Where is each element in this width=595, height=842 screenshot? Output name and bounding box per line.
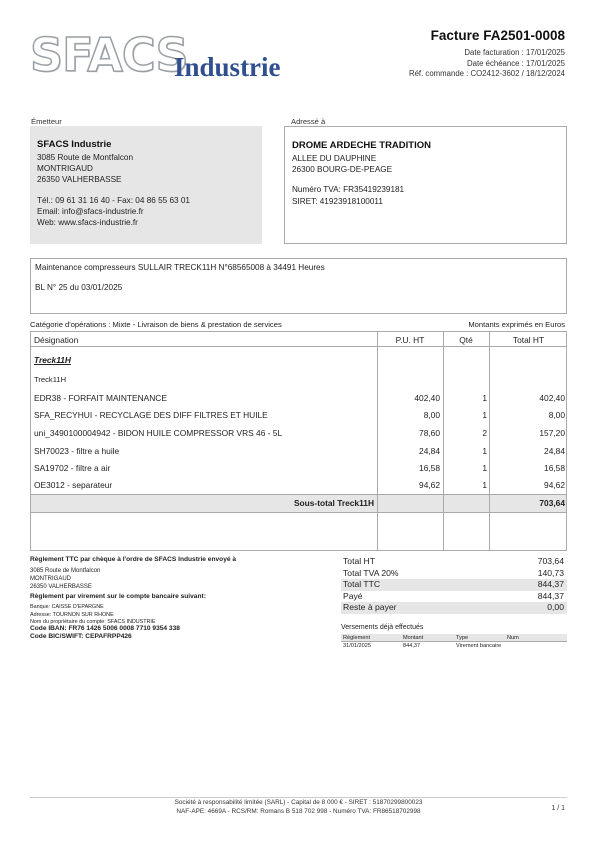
- row-designation: SH70023 - filtre a huile: [34, 446, 120, 456]
- operation-category: Catégorie d'opérations : Mixte - Livraison de biens & prestation de services: [30, 320, 282, 329]
- row-total: 402,40: [539, 393, 565, 403]
- payments-table: [341, 634, 567, 650]
- footer-divider: [30, 797, 567, 798]
- payments-header: [341, 634, 567, 642]
- row-designation: OE3012 - separateur: [34, 480, 113, 490]
- row-total: 157,20: [539, 428, 565, 438]
- table-row: [341, 642, 567, 650]
- delivery-note: BL N° 25 du 03/01/2025: [35, 283, 123, 292]
- payments-header-date: Règlement: [343, 635, 371, 641]
- total-value: 844,37: [537, 579, 564, 589]
- transfer-title: Règlement par virement sur le compte bancaire suivant:: [30, 593, 206, 600]
- row-unit-price: 16,58: [419, 463, 440, 473]
- total-label: Total HT: [343, 556, 375, 566]
- total-label: Total TTC: [343, 579, 381, 589]
- invoice-title: Facture FA2501-0008: [430, 28, 565, 43]
- account-owner: Nom du propriétaire du compte: SFACS INDUSTRIE: [30, 619, 156, 625]
- sender-address-line: 26350 VALHERBASSE: [37, 175, 122, 185]
- sender-address-line: 3085 Route de Montfalcon: [37, 153, 134, 162]
- sender-website: Web: www.sfacs-industrie.fr: [37, 218, 138, 228]
- sender-phone: Tél.: 09 61 31 16 40 - Fax: 04 86 55 63 01: [37, 195, 190, 205]
- payment-amount: 844,37: [403, 643, 421, 649]
- paid-row: [341, 591, 567, 603]
- iban: Code IBAN: FR76 1426 5006 0008 7710 9354 338: [30, 625, 180, 632]
- invoice-date: Date facturation : 17/01/2025: [464, 48, 565, 57]
- total-tva-row: [341, 568, 567, 580]
- section-subtitle: Treck11H: [34, 375, 67, 384]
- logo-subtitle: Industrie: [174, 52, 281, 82]
- totals-block: [341, 556, 567, 614]
- row-unit-price: 24,84: [419, 446, 440, 456]
- bank-address: Adresse: TOURNON SUR RHONE: [30, 612, 114, 618]
- payments-header-type: Type: [456, 635, 469, 641]
- header-total: Total HT: [512, 335, 545, 345]
- recipient-name: DROME ARDECHE TRADITION: [292, 140, 431, 151]
- row-quantity: 1: [482, 410, 487, 420]
- row-total: 16,58: [544, 463, 565, 473]
- row-unit-price: 94,62: [419, 480, 440, 490]
- row-total: 24,84: [544, 446, 565, 456]
- total-value: 844,37: [537, 590, 564, 601]
- bic: Code BIC/SWIFT: CEPAFRPP426: [30, 633, 132, 640]
- cheque-address-line: 26350 VALHERBASSE: [30, 584, 92, 590]
- row-designation: EDR38 - FORFAIT MAINTENANCE: [34, 393, 167, 403]
- footer-line: NAF-APE: 4669A - RCS/RM: Romans B 518 702 998 - Numéro TVA: FR86518702998: [176, 807, 421, 815]
- total-value: 703,64: [537, 556, 564, 566]
- total-label: Reste à payer: [343, 602, 397, 612]
- header-quantity: Qté: [459, 335, 473, 345]
- recipient-label: Adressé à: [291, 117, 326, 126]
- sender-email: Email: info@sfacs-industrie.fr: [37, 206, 144, 216]
- subtotal-label: Sous-total Treck11H: [293, 498, 374, 508]
- total-ttc-row: [341, 579, 567, 591]
- recipient-block: [284, 126, 567, 244]
- payment-date: 31/01/2025: [343, 643, 371, 649]
- total-value: 0,00: [547, 602, 564, 612]
- row-quantity: 1: [482, 480, 487, 490]
- sender-block: [30, 126, 262, 244]
- recipient-address-line: ALLEE DU DAUPHINE: [292, 154, 377, 163]
- subtotal-value: 703,64: [539, 498, 565, 508]
- row-total: 94,62: [544, 480, 565, 490]
- header-unit-price: P.U. HT: [395, 335, 425, 345]
- footer-line: Société à responsabilité limitée (SARL) - Capital de 8 000 € - SIRET : 51870299800023: [174, 799, 423, 806]
- sender-name: SFACS Industrie: [37, 139, 112, 150]
- cheque-address-line: MONTRIGAUD: [30, 576, 71, 582]
- row-designation: uni_3490100004942 - BIDON HUILE COMPRESSOR VRS 46 - 5L: [34, 428, 283, 438]
- recipient-vat: Numéro TVA: FR35419239181: [292, 185, 405, 195]
- invoice-meta: [409, 48, 565, 80]
- items-table: [30, 331, 567, 551]
- payments-header-amount: Montant: [403, 635, 424, 641]
- payment-instructions: [30, 556, 330, 641]
- invoice-due-date: Date échéance : 17/01/2025: [467, 58, 565, 68]
- recipient-siret: SIRET: 41923918100011: [292, 196, 383, 206]
- total-label: Payé: [343, 590, 363, 601]
- page-number: 1 / 1: [551, 805, 565, 812]
- row-unit-price: 8,00: [423, 410, 440, 420]
- row-designation: SA19702 - filtre a air: [34, 463, 111, 473]
- payment-type: Virement bancaire: [456, 643, 502, 649]
- invoice-description: [30, 258, 567, 314]
- total-value: 140,73: [537, 567, 564, 578]
- section-title: Treck11H: [34, 355, 71, 365]
- row-unit-price: 402,40: [414, 393, 440, 403]
- description-line: Maintenance compresseurs SULLAIR TRECK11H N°68565008 à 34491 Heures: [35, 263, 325, 272]
- row-designation: SFA_RECYHUI - RECYCLAGE DES DIFF FILTRES ET HUILE: [34, 410, 268, 420]
- cheque-title: Règlement TTC par chèque à l'ordre de SFACS Industrie envoyé à: [30, 556, 237, 563]
- currency-note: Montants exprimés en Euros: [468, 320, 565, 329]
- total-label: Total TVA 20%: [343, 567, 399, 578]
- bank-name: Banque: CAISSE D'EPARGNE: [30, 604, 104, 610]
- legal-footer: [30, 799, 567, 816]
- company-logo: [30, 28, 290, 88]
- row-quantity: 1: [482, 393, 487, 403]
- payments-header-num: Num: [507, 635, 519, 641]
- logo-wordmark: SFACS: [30, 28, 188, 82]
- sender-label: Émetteur: [31, 117, 62, 126]
- total-ht-row: [341, 556, 567, 568]
- remaining-row: [341, 602, 567, 614]
- recipient-address-line: 26300 BOURG-DE-PEAGE: [292, 165, 393, 175]
- sender-address-line: MONTRIGAUD: [37, 164, 93, 174]
- payments-title: Versements déjà effectués: [341, 624, 424, 631]
- row-quantity: 2: [482, 428, 487, 438]
- row-unit-price: 78,60: [419, 428, 440, 438]
- row-quantity: 1: [482, 463, 487, 473]
- order-reference: Réf. commande : CO2412-3602 / 18/12/2024: [408, 69, 565, 78]
- cheque-address-line: 3085 Route de Montfalcon: [30, 568, 101, 574]
- row-total: 8,00: [548, 410, 565, 420]
- row-quantity: 1: [482, 446, 487, 456]
- header-designation: Désignation: [34, 335, 79, 345]
